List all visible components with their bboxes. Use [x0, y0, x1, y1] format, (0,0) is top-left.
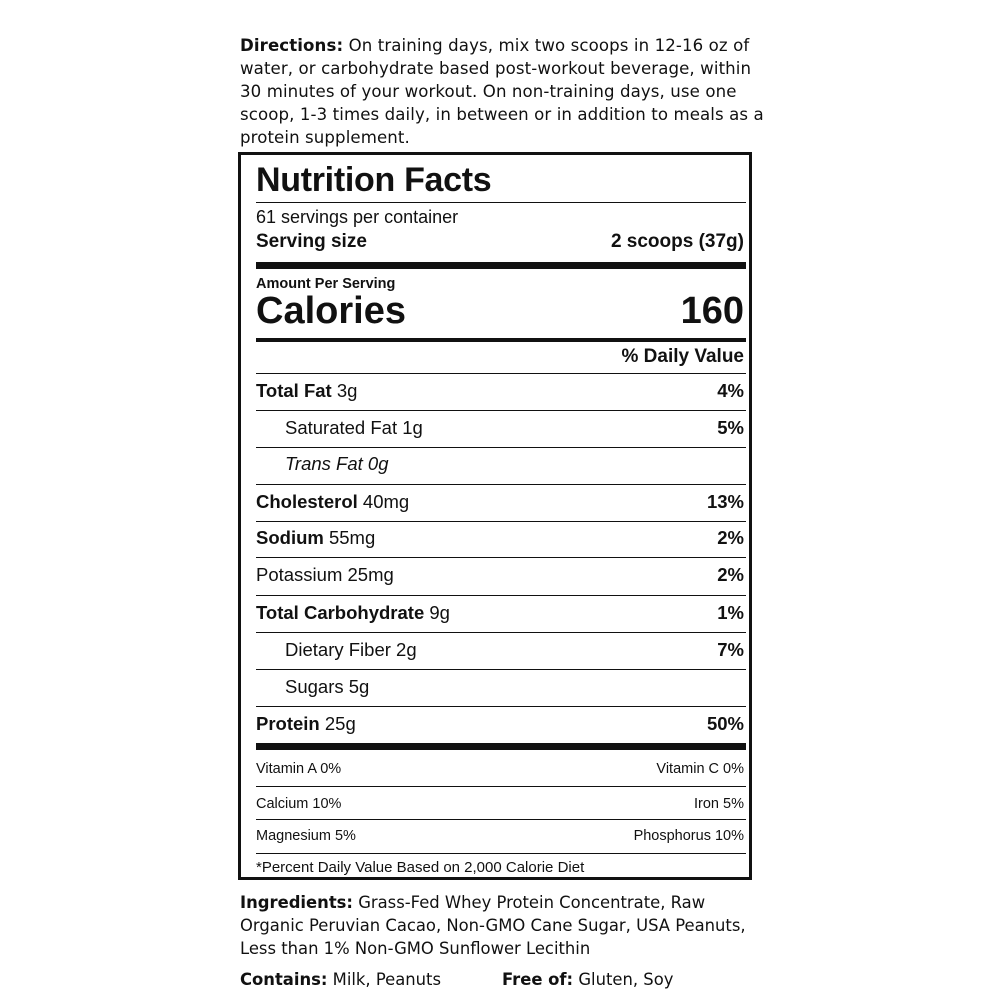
nutrient-percent: 50%	[706, 713, 744, 734]
allergen-line	[240, 970, 800, 989]
nutrient-percent: 13%	[706, 491, 744, 512]
nutrient-row-sugars	[256, 676, 744, 698]
vitamin-row	[256, 761, 744, 777]
daily-value-footnote: *Percent Daily Value Based on 2,000 Calorie Diet	[256, 859, 585, 876]
nutrient-row-cholesterol	[256, 491, 744, 513]
nutrient-name: Total Fat	[256, 380, 332, 401]
free-of-value: Gluten, Soy	[578, 970, 674, 989]
vitamin-left: Calcium 10%	[256, 796, 342, 812]
contains-label: Contains:	[240, 970, 328, 989]
free-of-statement	[502, 970, 673, 989]
nutrient-amount: 40mg	[362, 491, 410, 512]
nutrient-name: Protein	[256, 713, 320, 734]
divider	[256, 706, 746, 707]
divider	[256, 410, 746, 411]
servings-per-container: 61 servings per container	[256, 207, 459, 227]
calories-row	[256, 290, 744, 333]
contains-statement	[240, 970, 441, 989]
nutrient-amount: 25g	[324, 713, 356, 734]
ingredients-body: Grass-Fed Whey Protein Concentrate, Raw Organic Peruvian Cacao, Non-GMO Cane Sugar, USA Peanuts, Less than 1% Non-GMO Sunflower Lecithin	[240, 893, 746, 958]
nutrient-percent: 4%	[717, 380, 744, 401]
divider	[256, 557, 746, 558]
serving-size-value: 2 scoops (37g)	[610, 231, 744, 252]
directions-label: Directions:	[240, 36, 344, 55]
divider	[256, 484, 746, 485]
nutrient-percent: 5%	[717, 417, 744, 438]
nutrition-facts-title: Nutrition Facts	[256, 161, 492, 199]
nutrient-row-total-fat	[256, 380, 744, 402]
nutrient-amount: 55mg	[328, 527, 376, 548]
nutrient-name: Sugars 5g	[285, 676, 370, 697]
divider	[256, 669, 746, 670]
vitamin-left: Vitamin A 0%	[256, 761, 342, 777]
vitamin-right: Iron 5%	[694, 796, 744, 812]
divider-thick	[256, 743, 746, 750]
nutrient-name: Dietary Fiber 2g	[285, 639, 417, 660]
serving-size-label: Serving size	[256, 231, 367, 252]
vitamin-right: Phosphorus 10%	[633, 828, 744, 844]
nutrient-amount: 9g	[429, 602, 450, 623]
nutrient-name: Potassium 25mg	[256, 564, 394, 585]
nutrient-row-protein	[256, 713, 744, 735]
nutrient-percent: 1%	[717, 602, 744, 623]
nutrient-amount: 3g	[336, 380, 358, 401]
ingredients-text	[240, 891, 760, 960]
divider-thick	[256, 262, 746, 269]
nutrient-row-potassium	[256, 564, 744, 586]
vitamin-row	[256, 796, 744, 812]
nutrient-name: Trans Fat 0g	[285, 453, 389, 474]
daily-value-header: % Daily Value	[621, 346, 744, 367]
vitamin-left: Magnesium 5%	[256, 828, 356, 844]
serving-size-row	[256, 231, 744, 253]
nutrient-row-total-carbohydrate	[256, 602, 744, 624]
contains-value: Milk, Peanuts	[332, 970, 442, 989]
divider	[256, 786, 746, 787]
vitamin-right: Vitamin C 0%	[656, 761, 744, 777]
nutrient-name: Cholesterol	[256, 491, 358, 512]
nutrient-row-trans-fat	[256, 453, 744, 475]
divider	[256, 202, 746, 203]
free-of-label: Free of:	[502, 970, 574, 989]
nutrient-row-dietary-fiber	[256, 639, 744, 661]
nutrient-name: Total Carbohydrate	[256, 602, 425, 623]
nutrient-name: Saturated Fat 1g	[285, 417, 423, 438]
amount-per-serving: Amount Per Serving	[256, 276, 396, 292]
divider	[256, 853, 746, 854]
nutrition-facts-panel	[238, 152, 752, 880]
divider	[256, 595, 746, 596]
nutrient-percent: 2%	[717, 527, 744, 548]
divider	[256, 819, 746, 820]
nutrient-row-sodium	[256, 527, 744, 549]
divider	[256, 632, 746, 633]
directions-body: On training days, mix two scoops in 12-16 oz of water, or carbohydrate based post-workout beverage, within 30 minutes of your workout. On non-training days, use one scoop, 1-3 times daily, in between or in addition to meals as a protein supplement.	[240, 36, 764, 147]
divider	[256, 447, 746, 448]
divider	[256, 521, 746, 522]
directions-text	[240, 34, 770, 149]
nutrient-name: Sodium	[256, 527, 324, 548]
nutrient-percent: 2%	[717, 564, 744, 585]
calories-value: 160	[680, 290, 744, 332]
calories-label: Calories	[256, 290, 406, 332]
ingredients-label: Ingredients:	[240, 893, 353, 912]
vitamin-row	[256, 828, 744, 844]
nutrient-percent: 7%	[717, 639, 744, 660]
divider	[256, 373, 746, 374]
divider-medium	[256, 338, 746, 342]
nutrient-row-saturated-fat	[256, 417, 744, 439]
